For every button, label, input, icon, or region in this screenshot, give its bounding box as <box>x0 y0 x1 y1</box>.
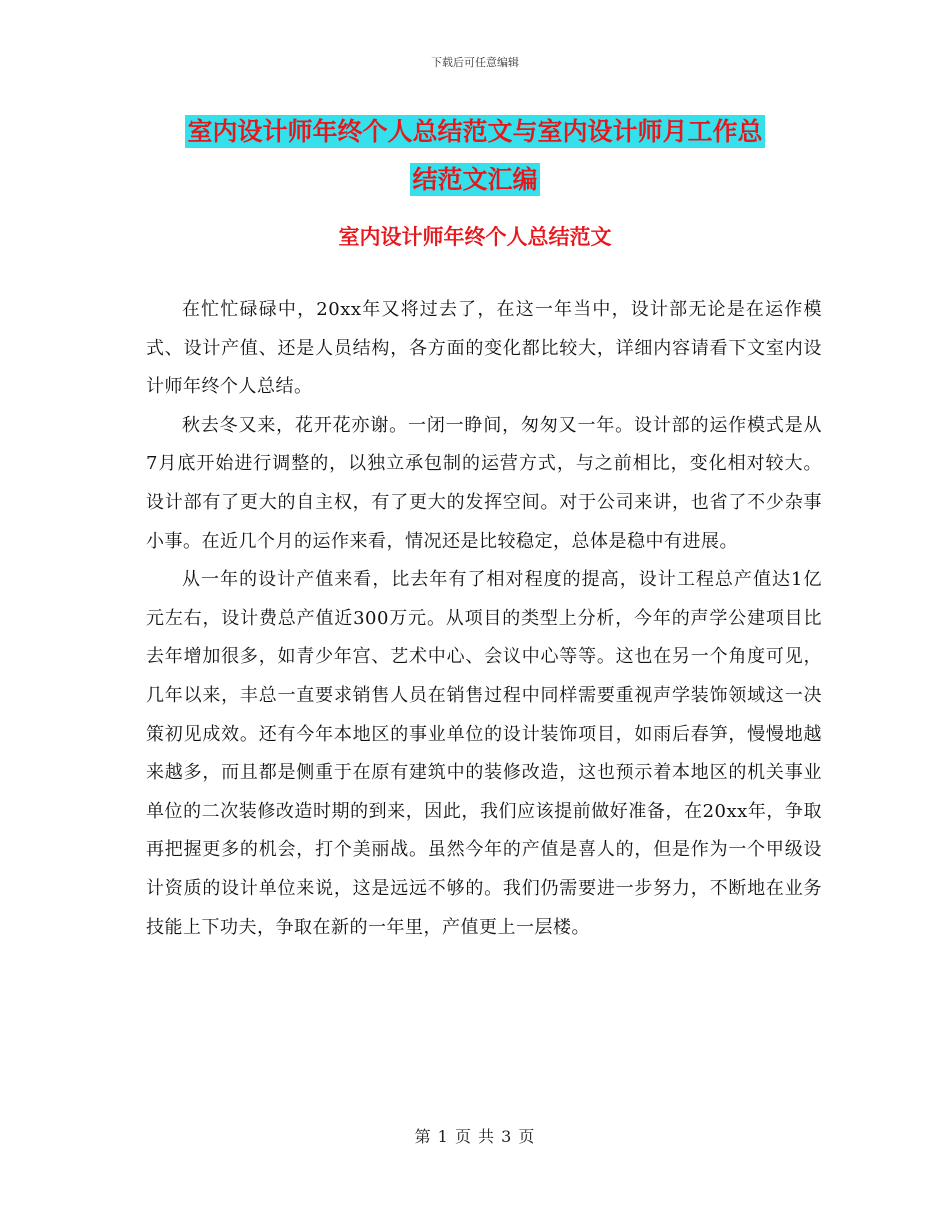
document-title <box>0 108 950 204</box>
page-indicator: 第 1 页 共 3 页 <box>414 1127 536 1146</box>
document-body <box>146 291 822 947</box>
paragraph-2: 秋去冬又来，花开花亦谢。一闭一睁间，匆匆又一年。设计部的运作模式是从7月底开始进行调整的，以独立承包制的运营方式，与之前相比，变化相对较大。设计部有了更大的自主权，有了更大的发挥空间。对于公司来讲，也省了不少杂事小事。在近几个月的运作来看，情况还是比较稳定，总体是稳中有进展。 <box>146 414 822 552</box>
document-title-line-2: 结范文汇编 <box>412 165 538 194</box>
document-title-line-1: 室内设计师年终个人总结范文与室内设计师月工作总 <box>187 117 763 146</box>
header-note: 下载后可任意编辑 <box>431 56 519 69</box>
section-title: 室内设计师年终个人总结范文 <box>338 225 612 249</box>
paragraph-3: 从一年的设计产值来看，比去年有了相对程度的提高，设计工程总产值达1亿元左右，设计费总产值近300万元。从项目的类型上分析，今年的声学公建项目比去年增加很多，如青少年宫、艺术中心、会议中心等等。这也在另一个角度可见，几年以来，丰总一直要求销售人员在销售过程中同样需要重视声学装饰领域这一决策初见成效。还有今年本地区的事业单位的设计装饰项目，如雨后春笋，慢慢地越来越多，而且都是侧重于在原有建筑中的装修改造，这也预示着本地区的机关事业单位的二次装修改造时期的到来，因此，我们应该提前做好准备，在20xx年，争取再把握更多的机会，打个美丽战。虽然今年的产值是喜人的，但是作为一个甲级设计资质的设计单位来说，这是远远不够的。我们仍需要进一步努力，不断地在业务技能上下功夫，争取在新的一年里，产值更上一层楼。 <box>146 569 822 938</box>
paragraph-1: 在忙忙碌碌中，20xx年又将过去了，在这一年当中，设计部无论是在运作模式、设计产值、还是人员结构，各方面的变化都比较大，详细内容请看下文室内设计师年终个人总结。 <box>146 299 822 398</box>
